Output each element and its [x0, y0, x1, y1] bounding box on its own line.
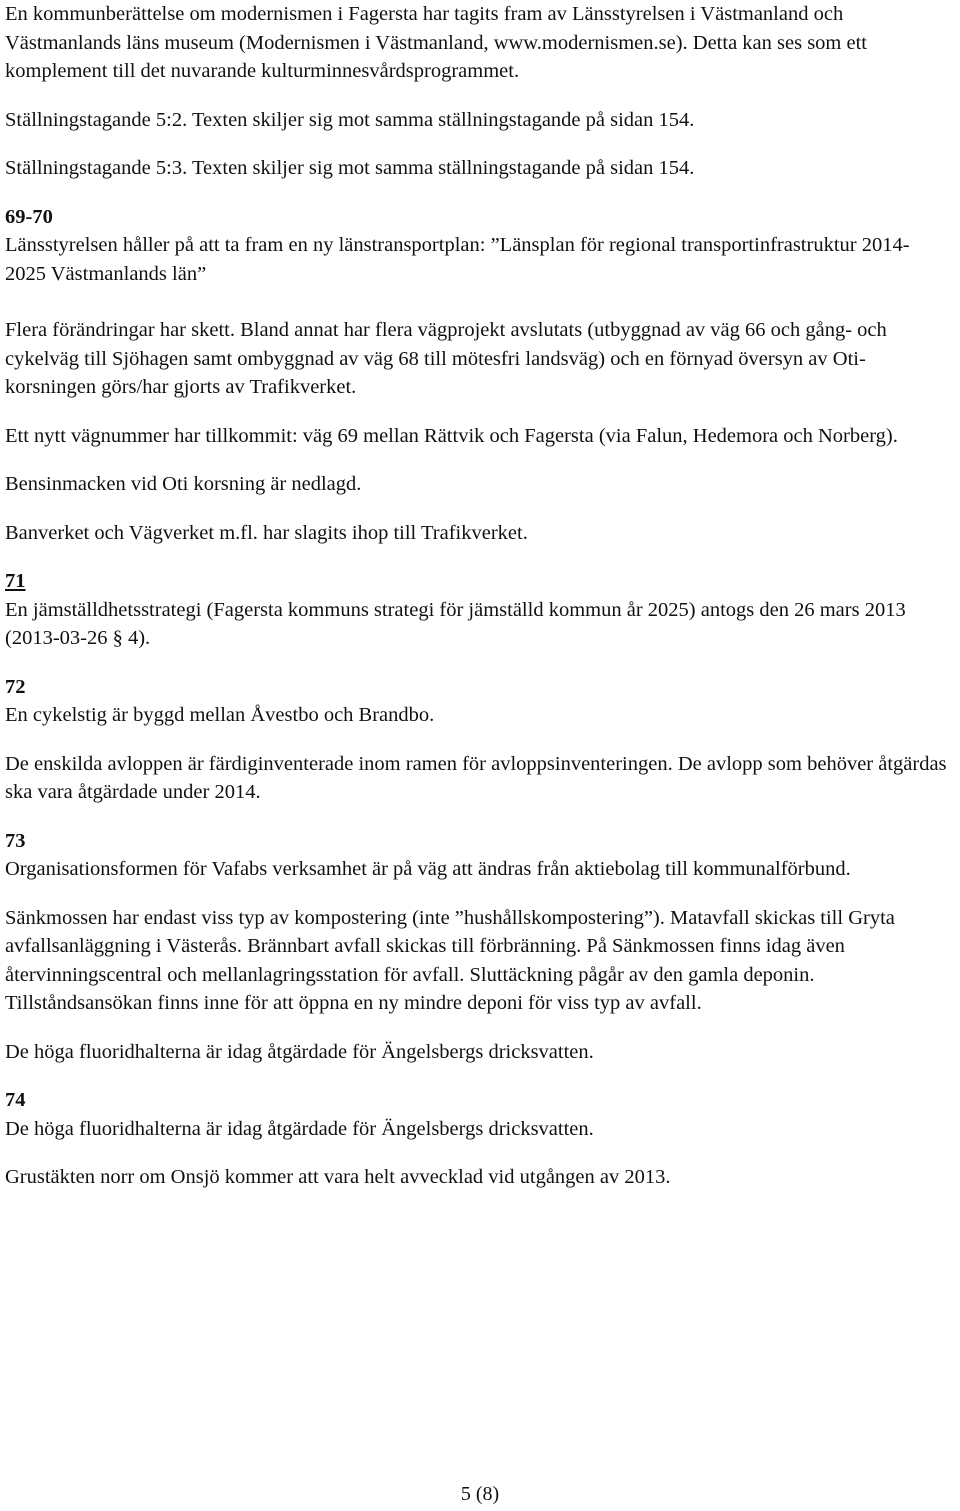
stance-5-2: Ställningstagande 5:2. Texten skiljer sig mot samma ställningstagande på sidan 154. — [5, 108, 695, 131]
section-paragraph: De höga fluoridhalterna är idag åtgärdade för Ängelsbergs dricksvatten. — [5, 1117, 594, 1140]
section-paragraph: Sänkmossen har endast viss typ av kompostering (inte ”hushållskompostering”). Matavfall skickas till Gryta avfallsanläggning i Västerås. Brännbart avfall skickas till förbränning. På Sänkmossen finns idag även återvinningscentral och mellanlagringsstation för avfall. Sluttäckning pågår av den gamla deponin. Tillståndsansökan finns inne för att öppna en ny mindre deponi för viss typ av avfall. — [5, 906, 895, 1014]
section-69-70 — [5, 203, 950, 548]
section-71 — [5, 567, 950, 653]
page-number: 5 (8) — [460, 1483, 500, 1505]
section-paragraph: Bensinmacken vid Oti korsning är nedlagd. — [5, 473, 362, 495]
section-paragraph: En jämställdhetsstrategi (Fagersta kommuns strategi för jämställd kommun år 2025) antogs den 26 mars 2013 (2013-03-26 § 4). — [5, 598, 906, 649]
section-paragraph: Organisationsformen för Vafabs verksamhet är på väg att ändras från aktiebolag till kommunalförbund. — [5, 858, 851, 880]
section-74 — [5, 1086, 950, 1192]
section-paragraph: Banverket och Vägverket m.fl. har slagits ihop till Trafikverket. — [5, 521, 528, 544]
section-number: 71 — [5, 570, 26, 592]
intro-paragraph: En kommunberättelse om modernismen i Fagersta har tagits fram av Länsstyrelsen i Västmanland och Västmanlands läns museum (Modernismen i Västmanland, www.modernismen.se). Detta kan ses som ett komplement till det nuvarande kulturminnesvårdsprogrammet. — [5, 3, 867, 82]
section-paragraph: De enskilda avloppen är färdiginventerade inom ramen för avloppsinventeringen. De avlopp som behöver åtgärdas ska vara åtgärdade under 2014. — [5, 752, 947, 803]
document-page — [5, 0, 950, 1192]
section-paragraph: Flera förändringar har skett. Bland annat har flera vägprojekt avslutats (utbyggnad av väg 66 och gång- och cykelväg till Sjöhagen samt ombyggnad av väg 68 till mötesfri landsväg) och en förnyad översyn av Oti-korsningen görs/har gjorts av Trafikverket. — [5, 319, 887, 398]
section-72 — [5, 673, 950, 807]
section-number: 73 — [5, 829, 26, 852]
stance-5-3: Ställningstagande 5:3. Texten skiljer sig mot samma ställningstagande på sidan 154. — [5, 157, 695, 179]
section-paragraph: De höga fluoridhalterna är idag åtgärdade för Ängelsbergs dricksvatten. — [5, 1040, 594, 1063]
section-number: 72 — [5, 675, 26, 698]
section-number: 69-70 — [5, 205, 53, 228]
section-paragraph: Länsstyrelsen håller på att ta fram en ny länstransportplan: ”Länsplan för regional transportinfrastruktur 2014-2025 Västmanlands län” — [5, 234, 910, 285]
section-number: 74 — [5, 1089, 26, 1111]
section-paragraph: Ett nytt vägnummer har tillkommit: väg 69 mellan Rättvik och Fagersta (via Falun, Hedemora och Norberg). — [5, 424, 898, 447]
section-73 — [5, 827, 950, 1067]
section-paragraph: En cykelstig är byggd mellan Åvestbo och Brandbo. — [5, 704, 435, 726]
section-paragraph: Grustäkten norr om Onsjö kommer att vara helt avvecklad vid utgången av 2013. — [5, 1166, 671, 1188]
